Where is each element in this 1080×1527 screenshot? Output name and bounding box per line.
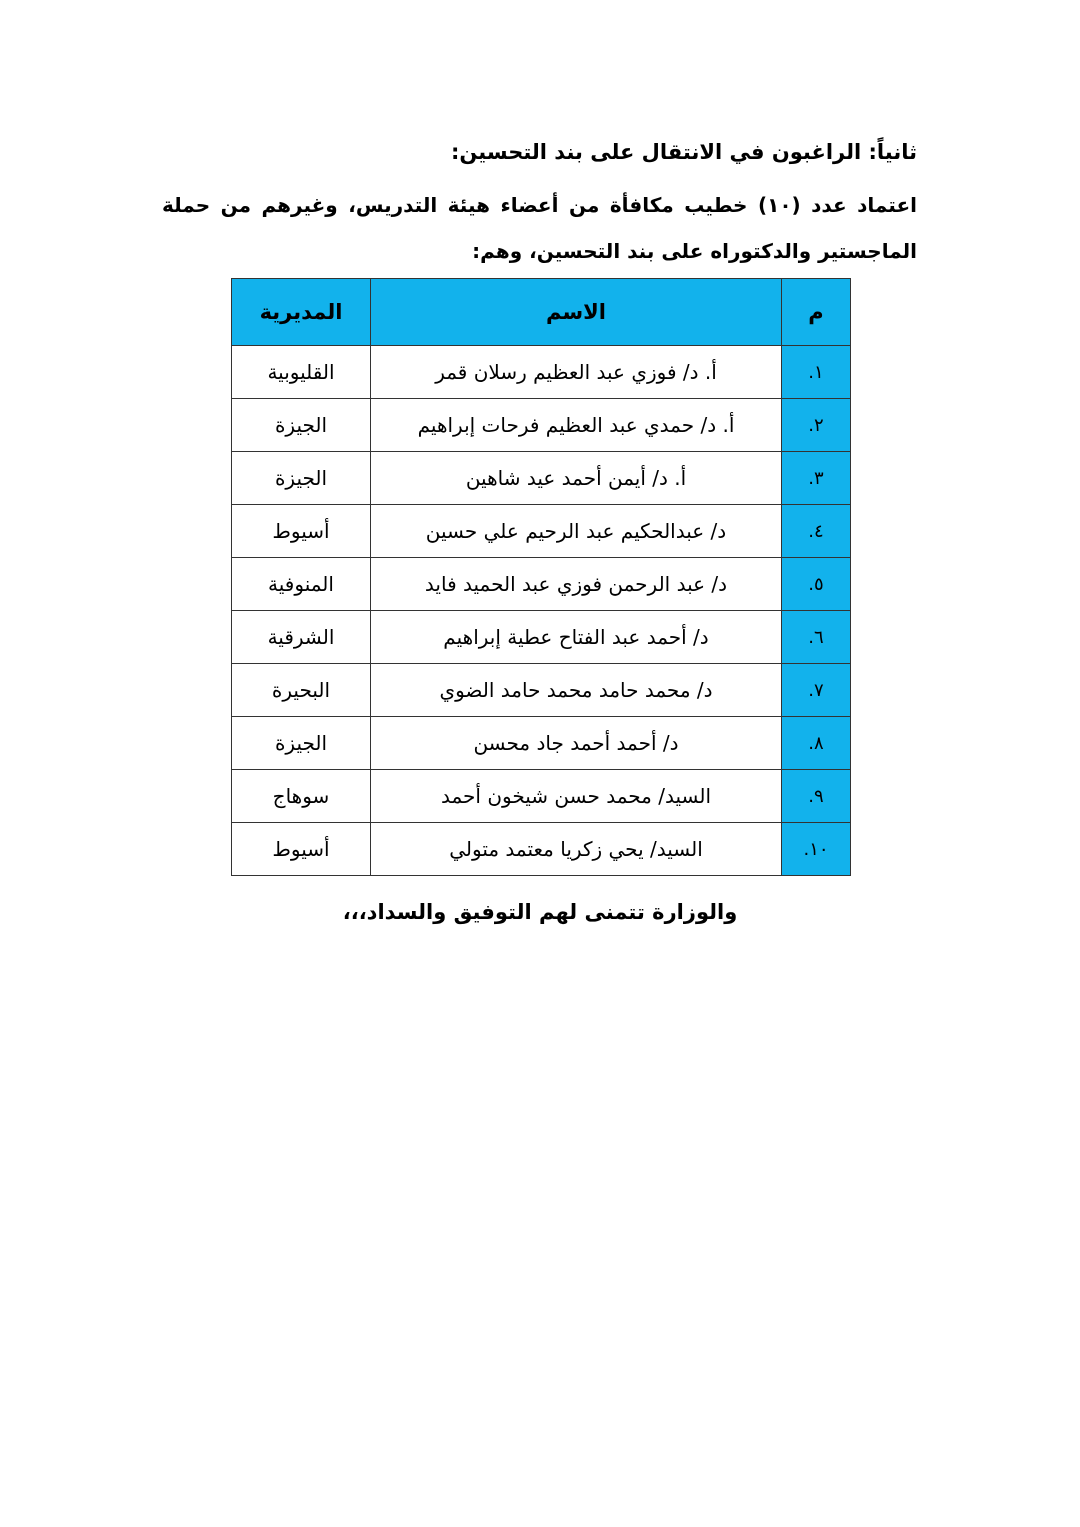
table-row <box>232 717 851 770</box>
row-number: ٦. <box>782 611 851 664</box>
directorate-name: أسيوط <box>232 505 371 558</box>
header-directorate: المديرية <box>232 279 371 346</box>
directorate-name: سوهاج <box>232 770 371 823</box>
table-row <box>232 558 851 611</box>
preacher-name: السيد/ محمد حسن شيخون أحمد <box>371 770 782 823</box>
directorate-name: الجيزة <box>232 717 371 770</box>
row-number: ٨. <box>782 717 851 770</box>
preacher-name: أ. د/ أيمن أحمد عيد شاهين <box>371 452 782 505</box>
table-row <box>232 664 851 717</box>
row-number: ١٠. <box>782 823 851 876</box>
directorate-name: أسيوط <box>232 823 371 876</box>
table-row <box>232 399 851 452</box>
table-row <box>232 505 851 558</box>
preacher-name: السيد/ يحي زكريا معتمد متولي <box>371 823 782 876</box>
intro-paragraph: اعتماد عدد (١٠) خطيب مكافأة من أعضاء هيئة التدريس، وغيرهم من حملة الماجستير والدكتوراه على بند التحسين، وهم: <box>162 193 917 263</box>
row-number: ٥. <box>782 558 851 611</box>
row-number: ٣. <box>782 452 851 505</box>
preacher-name: د/ أحمد عبد الفتاح عطية إبراهيم <box>371 611 782 664</box>
directorate-name: الشرقية <box>232 611 371 664</box>
preacher-name: د/ عبدالحكيم عبد الرحيم علي حسين <box>371 505 782 558</box>
table-row <box>232 452 851 505</box>
table-row <box>232 823 851 876</box>
row-number: ٧. <box>782 664 851 717</box>
header-number: م <box>782 279 851 346</box>
table-body <box>232 346 851 876</box>
table-row <box>232 611 851 664</box>
preacher-name: أ. د/ فوزي عبد العظيم رسلان قمر <box>371 346 782 399</box>
table-header-row <box>232 279 851 346</box>
preacher-name: أ. د/ حمدي عبد العظيم فرحات إبراهيم <box>371 399 782 452</box>
directorate-name: الجيزة <box>232 399 371 452</box>
directorate-name: البحيرة <box>232 664 371 717</box>
preacher-name: د/ عبد الرحمن فوزي عبد الحميد فايد <box>371 558 782 611</box>
row-number: ١. <box>782 346 851 399</box>
row-number: ٩. <box>782 770 851 823</box>
directorate-name: القليوبية <box>232 346 371 399</box>
section-label: ثانياً: <box>868 140 917 164</box>
preacher-name: د/ محمد حامد محمد حامد الضوي <box>371 664 782 717</box>
section-heading <box>157 132 917 172</box>
section-title: الراغبون في الانتقال على بند التحسين: <box>450 140 862 164</box>
closing-line: والوزارة تتمنى لهم التوفيق والسداد،،، <box>342 900 738 924</box>
table-row <box>232 346 851 399</box>
row-number: ٤. <box>782 505 851 558</box>
table-row <box>232 770 851 823</box>
directorate-name: الجيزة <box>232 452 371 505</box>
directorate-name: المنوفية <box>232 558 371 611</box>
preacher-name: د/ أحمد أحمد جاد محسن <box>371 717 782 770</box>
header-name: الاسم <box>371 279 782 346</box>
table-header <box>232 279 851 346</box>
row-number: ٢. <box>782 399 851 452</box>
preachers-table <box>231 278 851 876</box>
